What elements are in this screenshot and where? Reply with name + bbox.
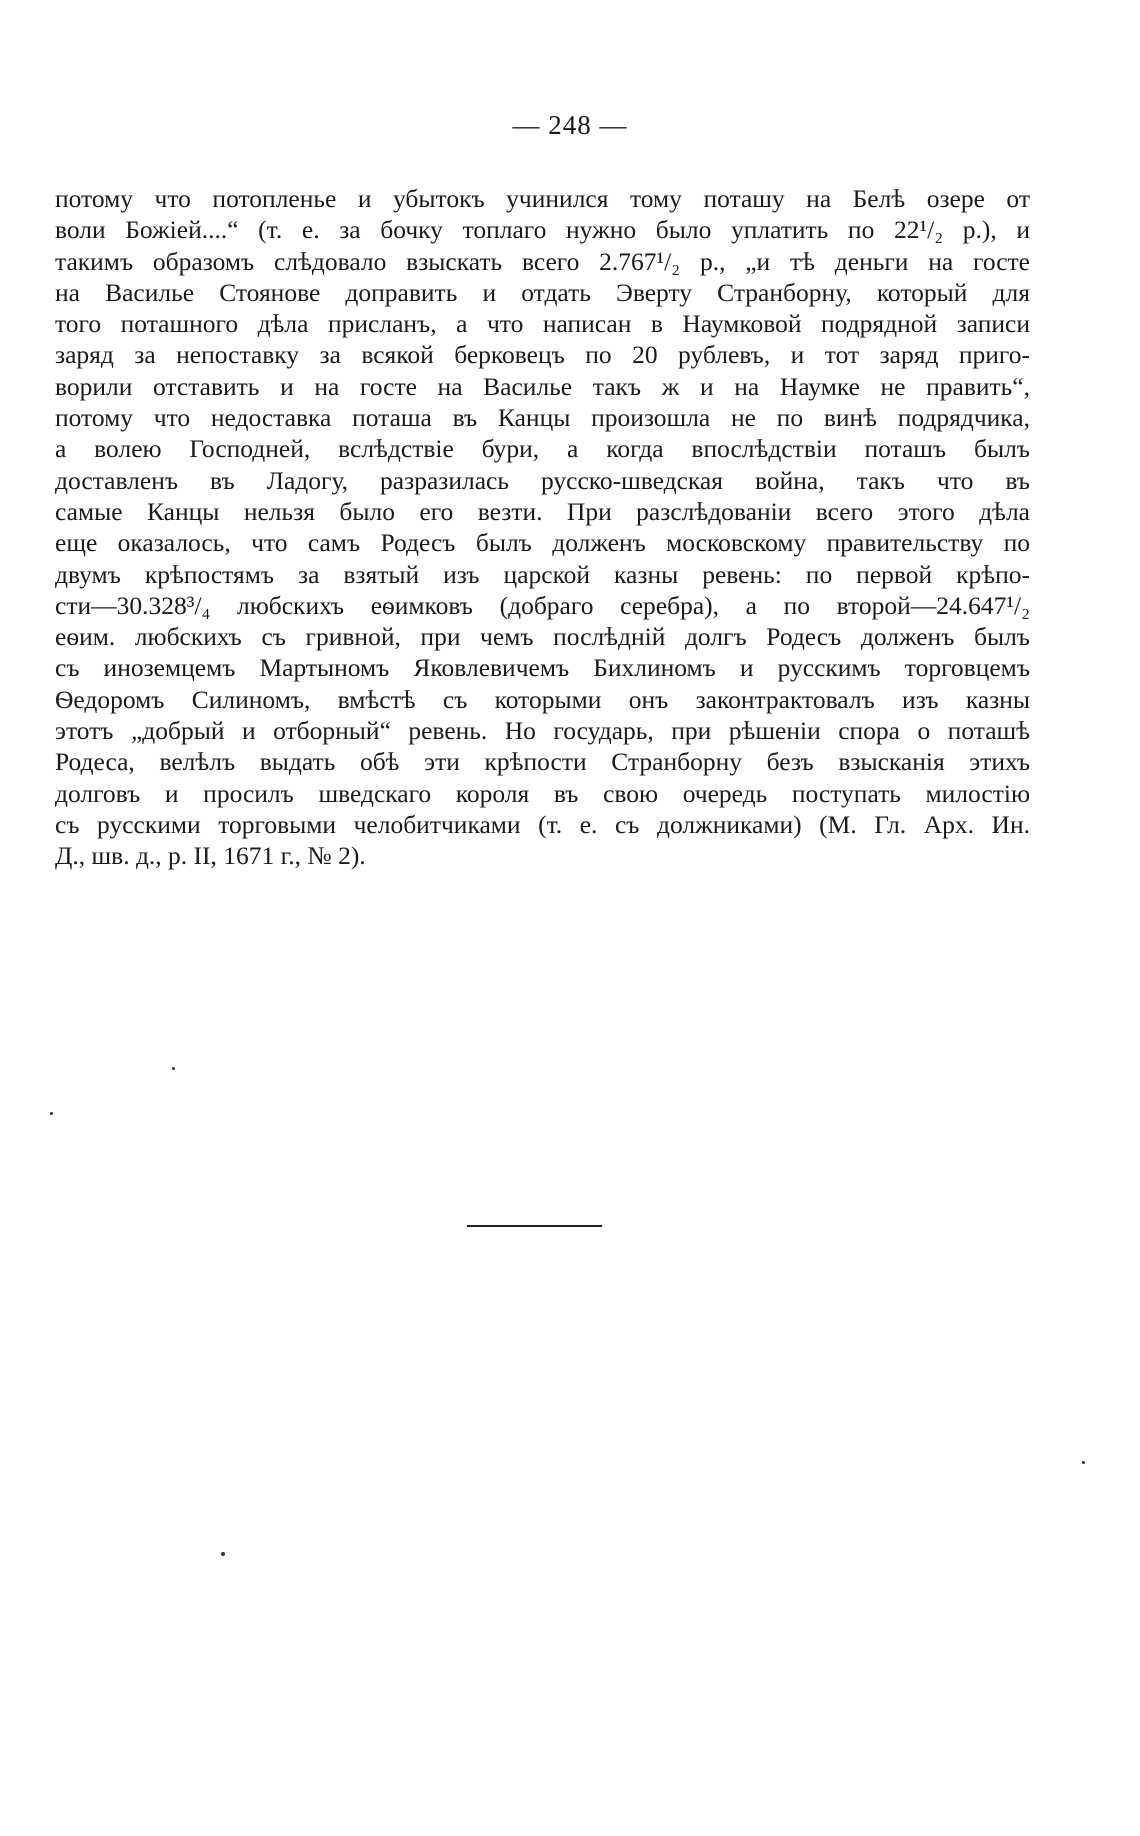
text-line: съ иноземцемъ Мартыномъ Яковлевичемъ Бихлиномъ и русскимъ торговцемъ xyxy=(55,653,1030,683)
text-line: Родеса, велѣлъ выдать обѣ эти крѣпости Странборну безъ взысканія этихъ xyxy=(55,747,1030,777)
end-rule-divider xyxy=(467,1225,602,1227)
text-line: потому что недоставка поташа въ Канцы произошла не по винѣ подрядчика, xyxy=(55,403,1030,433)
text-line: заряд за непоставку за всякой берковецъ по 20 рублевъ, и тот заряд приго- xyxy=(55,340,1030,370)
scan-speck xyxy=(172,1067,175,1070)
scan-speck xyxy=(50,1112,53,1115)
text-line: на Василье Стоянове доправить и отдать Эверту Странборну, который для xyxy=(55,277,1030,307)
text-line: съ русскими торговыми челобитчиками (т. е. съ должниками) (М. Гл. Арх. Ин. xyxy=(55,809,1030,839)
text-line: потому что потопленье и убытокъ учинился тому поташу на Белѣ озере от xyxy=(55,184,1030,213)
scan-speck xyxy=(1082,1461,1085,1464)
page-number: — 248 — xyxy=(512,110,628,140)
text-line: воли Божіей....“ (т. е. за бочку топлаго нужно было уплатить по 22¹/₂ р.), и xyxy=(55,215,1030,245)
text-line: доставленъ въ Ладогу, разразилась русско-шведская война, такъ что въ xyxy=(55,465,1030,495)
text-line: того поташного дѣла присланъ, а что написан в Наумковой подрядной записи xyxy=(55,309,1030,339)
text-line: сти—30.328³/₄ любскихъ еѳимковъ (добраго серебра), а по второй—24.647¹/₂ xyxy=(55,590,1030,620)
text-line: ворили отставить и на госте на Василье такъ ж и на Наумке не править“, xyxy=(55,371,1030,401)
text-line: а волею Господней, вслѣдствіе бури, а когда впослѣдствіи поташъ былъ xyxy=(55,434,1030,464)
text-line: такимъ образомъ слѣдовало взыскать всего 2.767¹/₂ р., „и тѣ деньги на госте xyxy=(55,246,1030,276)
scan-speck xyxy=(221,1552,225,1556)
text-line: двумъ крѣпостямъ за взятый изъ царской казны ревень: по первой крѣпо- xyxy=(55,559,1030,589)
body-text xyxy=(55,183,1030,872)
text-line: долговъ и просилъ шведскаго короля въ свою очередь поступать милостію xyxy=(55,778,1030,808)
text-line: Ѳедоромъ Силиномъ, вмѣстѣ съ которыми онъ законтрактовалъ изъ казны xyxy=(55,684,1030,714)
text-line-last: Д., шв. д., р. II, 1671 г., № 2). xyxy=(55,841,366,871)
text-line: этотъ „добрый и отборный“ ревень. Но государь, при рѣшеніи спора о поташѣ xyxy=(55,716,1030,746)
text-line: еѳим. любскихъ съ гривной, при чемъ послѣдній долгъ Родесъ долженъ былъ xyxy=(55,622,1030,652)
text-line: еще оказалось, что самъ Родесъ былъ долженъ московскому правительству по xyxy=(55,528,1030,558)
text-line: самые Канцы нельзя было его везти. При разслѣдованіи всего этого дѣла xyxy=(55,496,1030,526)
